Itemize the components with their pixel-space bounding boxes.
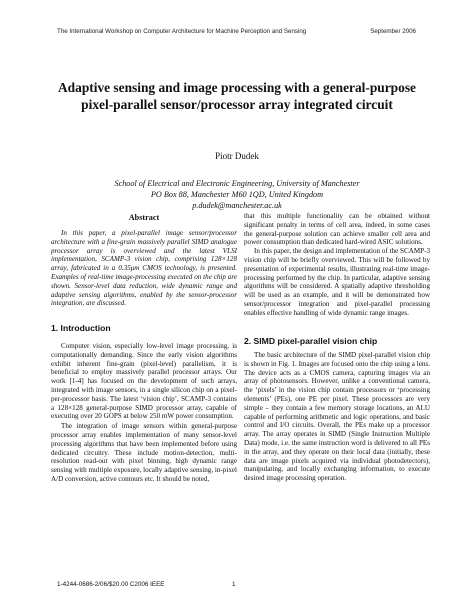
- running-header-left: The International Workshop on Computer Architecture for Machine Perception and Sensing: [57, 28, 307, 35]
- section-1-heading: 1. Introduction: [51, 323, 111, 333]
- abstract-body: [51, 229, 237, 308]
- right-paragraph-2: In this paper, the design and implementation of the SCAMP-3 vision chip will be briefly overviewed. This will be followed by presentation of experimental results, illustrating real-time image-processing performed by the chip. In particular, adaptive sensing algorithms will be considered. A spatially adaptive thresholding will be used as an example, and it will be demonstrated how sensor/processor integration and pixel-parallel processing enables effective handling of wide dynamic range images.: [244, 247, 430, 317]
- affiliation: [60, 178, 414, 211]
- section-2-paragraph-1: The basic architecture of the SIMD pixel-parallel vision chip is shown in Fig. 1. Images are focused onto the chip using a lens. The device acts as a CMOS camera, capturing images via an array of photosensors. However, unlike a conventional camera, the ‘pixels’ in the vision chip contain processors or ‘processing elements’ (PEs), one PE per pixel. These processors are very simple – they contain a few memory storage locations, an ALU capable of performing arithmetic and logic operations, and basic control and I/O circuits. Overall, the PEs make up a processor array. The array operates in SIMD (Single Instruction Multiple Data) mode, i.e. the same instruction word is delivered to all PEs in the array, and they operate on their local data (initially, these data are image pixels acquired via individual photodetectors), manipulating, and locally exchanging information, to execute desired image processing operation.: [244, 351, 430, 483]
- section-1-body: [51, 342, 237, 484]
- title-line-2: pixel-parallel sensor/processor array integrated circuit: [81, 97, 393, 112]
- section-2-heading: 2. SIMD pixel-parallel vision chip: [244, 336, 378, 346]
- page-number: 1: [232, 581, 236, 588]
- affiliation-line-2: PO Box 88, Manchester M60 1QD, United Kingdom: [150, 190, 324, 199]
- running-header-date: September 2006: [370, 28, 416, 35]
- affiliation-email: p.dudek@manchester.ac.uk: [192, 201, 282, 210]
- section-2-body: [244, 351, 430, 483]
- right-column-intro: [244, 212, 430, 318]
- section-1-paragraph-2: The integration of image sensors within general-purpose processor array enables implementation of many sensor-level processing algorithms that have been implemented before using dedicated circuitry. These include motion-detection, multi-resolution read-out with pixel binning, high dynamic range sensing with multiple exposure, locally adaptive sensing, in-pixel A/D conversion, active contours etc. It should be noted,: [51, 422, 237, 483]
- paper-title: [40, 79, 434, 113]
- right-paragraph-1: that this multiple functionality can be obtained without significant penalty in terms of cell area, indeed, in some cases the general-purpose solution can achieve smaller cell area and power consumption than dedicated hard-wired ASIC solutions.: [244, 212, 430, 247]
- affiliation-line-1: School of Electrical and Electronic Engineering, University of Manchester: [114, 179, 360, 188]
- copyright-footer: 1-4244-0686-2/06/$20.00 C2006 IEEE: [57, 581, 165, 588]
- author-name: Piotr Dudek: [215, 151, 259, 161]
- section-1-paragraph-1: Computer vision, especially low-level image processing, is computationally demanding. Since the early vision algorithms exhibit inherent fine-grain (pixel-level) parallelism, it is beneficial to employ massively parallel processor arrays. Our work [1-4] has focused on the development of such arrays, integrated with image sensors, in a single silicon chip on a pixel-per-processor basis. The latest ‘vision chip’, SCAMP-3 contains a 128×128 general-purpose SIMD processor array, capable of executing over 20 GOPS at below 250 mW power consumption.: [51, 342, 237, 421]
- abstract-heading: Abstract: [128, 213, 160, 222]
- title-line-1: Adaptive sensing and image processing with a general-purpose: [58, 80, 416, 95]
- abstract-text: In this paper, a pixel-parallel image sensor/processor architecture with a fine-grain massively parallel SIMD analogue processor array is overviewed and the latest VLSI implementation, SCAMP-3 vision chip, comprising 128×128 array, fabricated in a 0.35μm CMOS technology, is presented. Examples of real-time image-processing executed on the chip are shown. Sensor-level data reduction, wide dynamic range and adaptive sensing algorithms, enabled by the sensor-processor integration, are discussed.: [51, 229, 237, 308]
